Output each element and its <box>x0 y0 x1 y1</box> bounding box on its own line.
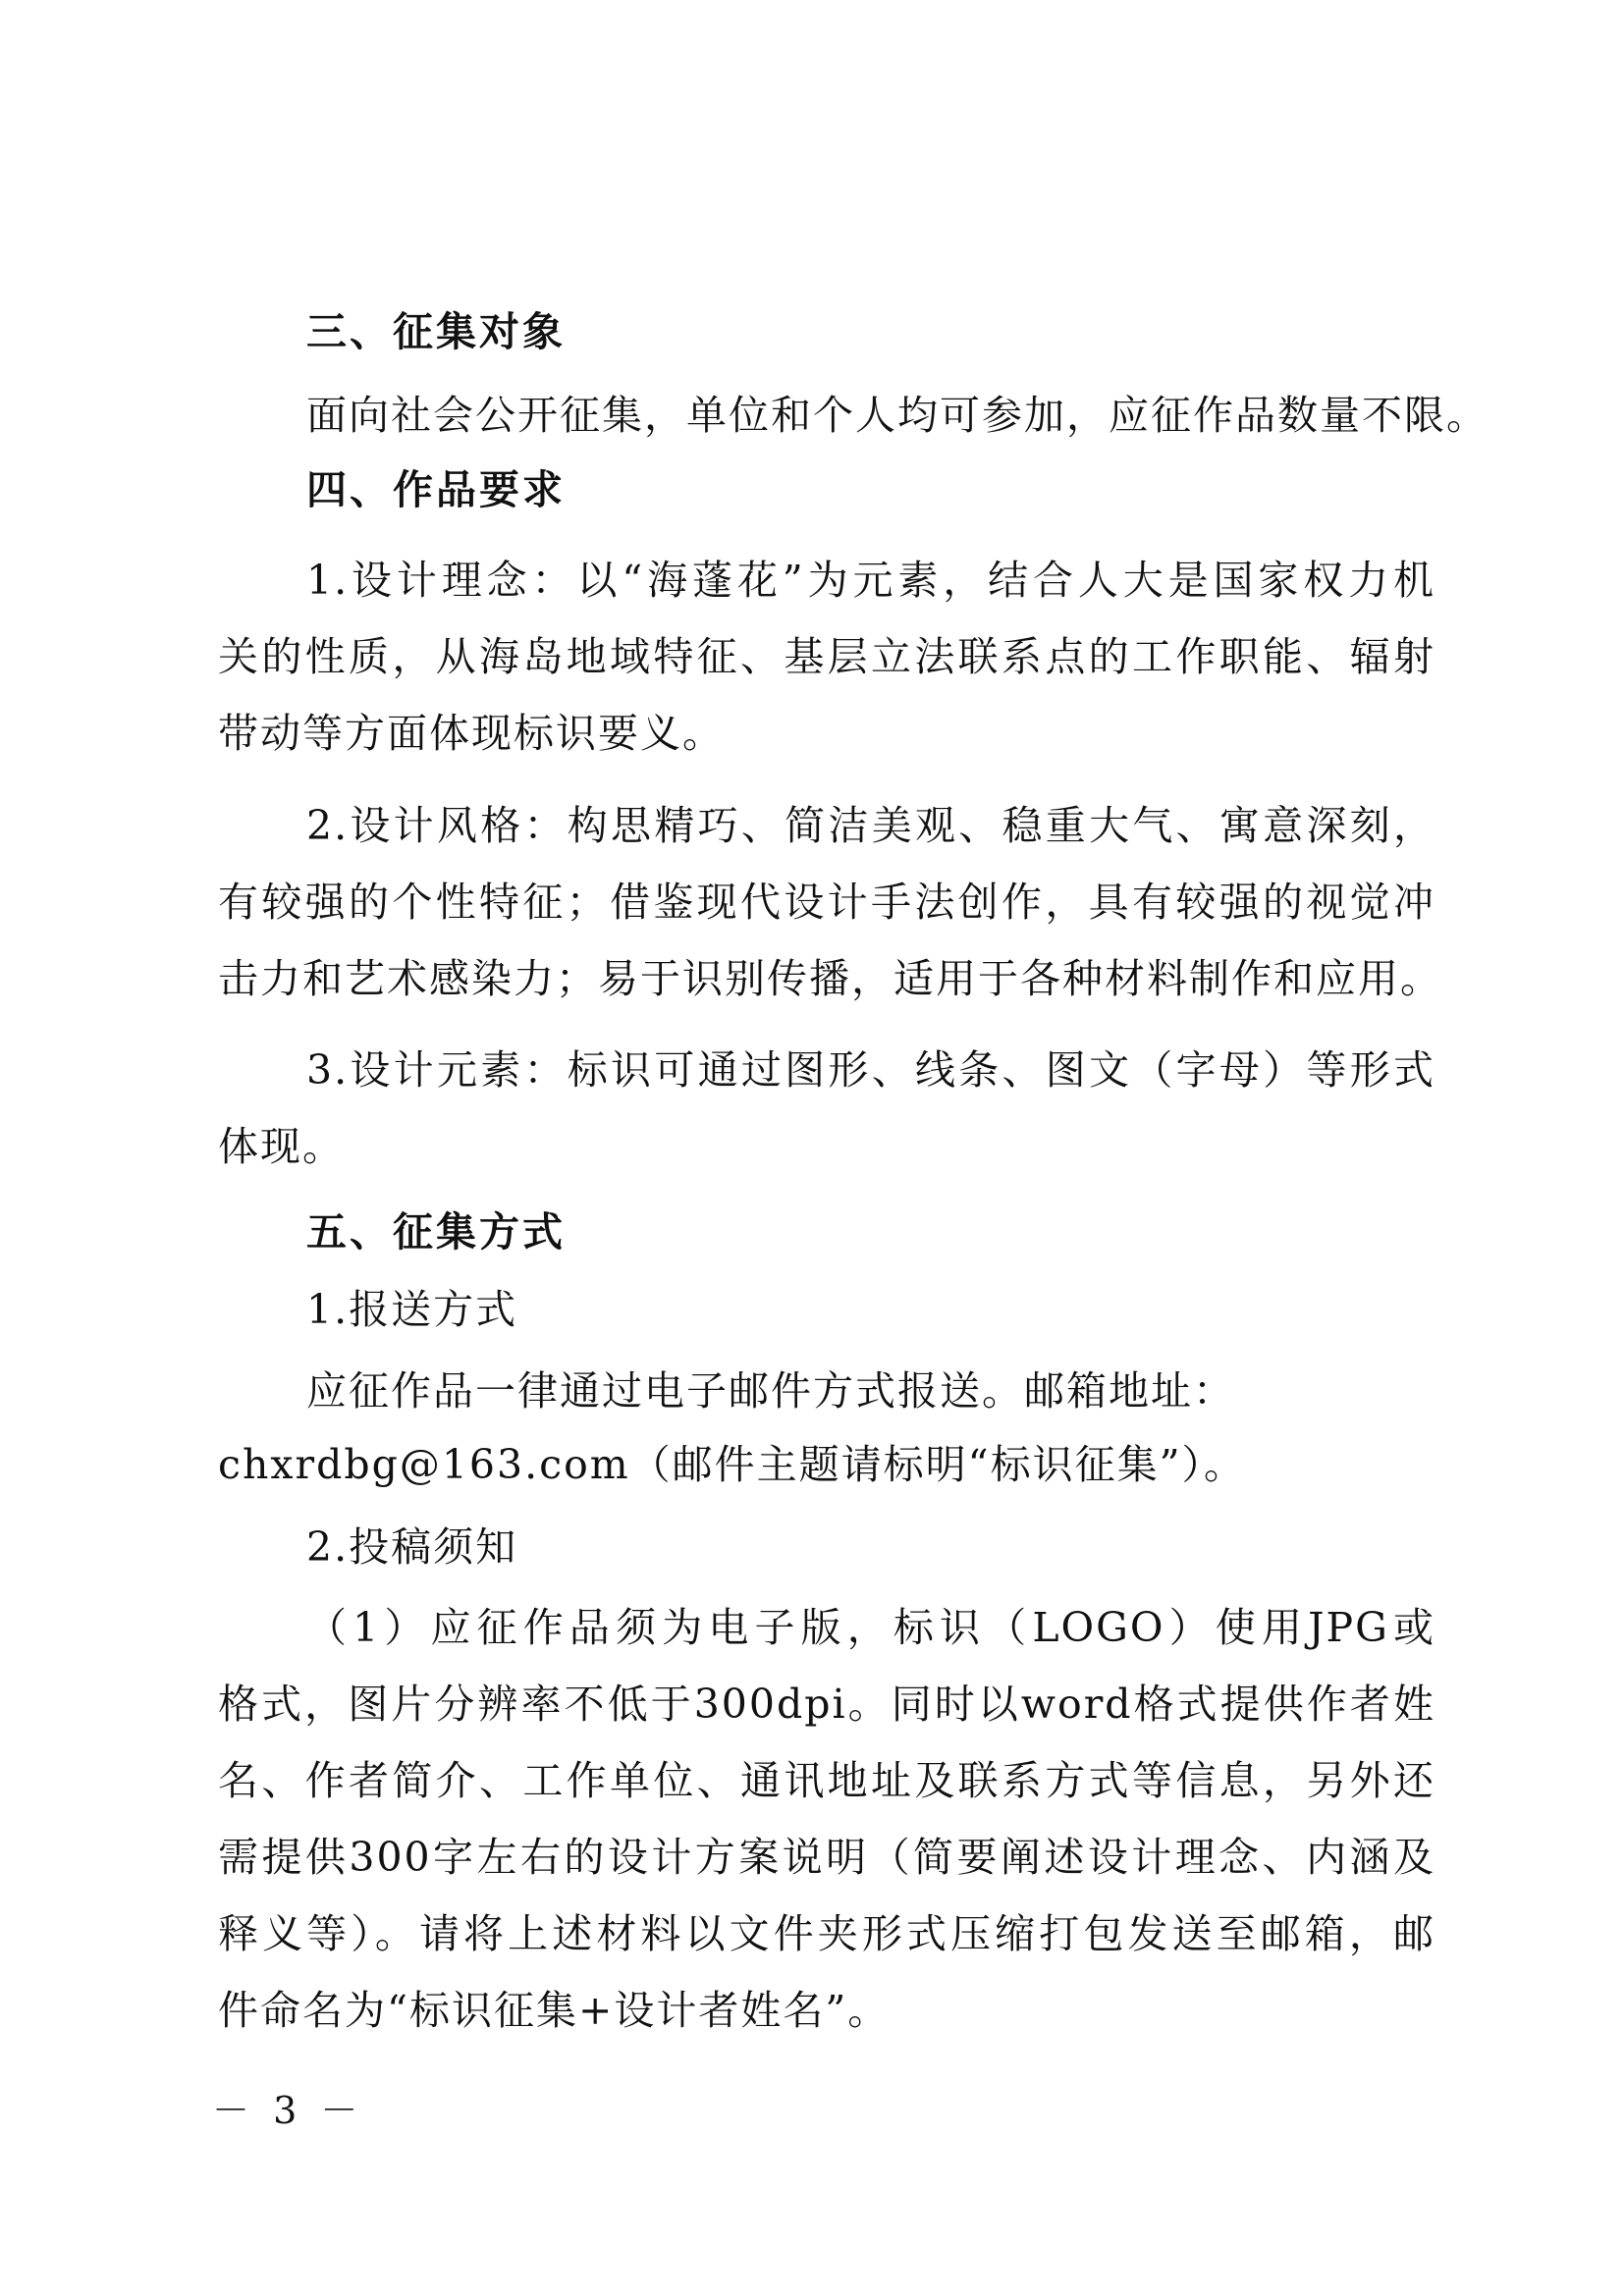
paragraph-line: 1.设计理念：以“海蓬花”为元素，结合人大是国家权力机 <box>306 557 1435 604</box>
section-heading-5: 五、征集方式 <box>306 1208 566 1255</box>
subsection-title: 1.报送方式 <box>306 1286 518 1333</box>
section-heading-3: 三、征集对象 <box>306 308 566 355</box>
paragraph-line: 需提供300字左右的设计方案说明（简要阐述设计理念、内涵及 <box>218 1834 1435 1881</box>
paragraph-line: 名、作者简介、工作单位、通讯地址及联系方式等信息，另外还 <box>218 1757 1435 1804</box>
paragraph-line: 击力和艺术感染力；易于识别传播，适用于各种材料制作和应用。 <box>218 955 1442 1002</box>
paragraph-line: 面向社会公开征集，单位和个人均可参加，应征作品数量不限。 <box>306 392 1489 439</box>
paragraph-line: 2.设计风格：构思精巧、简洁美观、稳重大气、寓意深刻， <box>306 802 1435 849</box>
paragraph-line: （1）应征作品须为电子版，标识（LOGO）使用JPG或 <box>306 1604 1435 1651</box>
email-address-line: chxrdbg@163.com（邮件主题请标明“标识征集”）。 <box>218 1441 1247 1488</box>
paragraph-line: 有较强的个性特征；借鉴现代设计手法创作，具有较强的视觉冲 <box>218 879 1435 926</box>
paragraph-line: 释义等）。请将上述材料以文件夹形式压缩打包发送至邮箱，邮 <box>218 1910 1435 1957</box>
paragraph-line: 带动等方面体现标识要义。 <box>218 710 725 757</box>
section-heading-4: 四、作品要求 <box>306 466 566 513</box>
paragraph-line: 体现。 <box>218 1123 345 1170</box>
subsection-title: 2.投稿须知 <box>306 1523 518 1571</box>
paragraph-line: 3.设计元素：标识可通过图形、线条、图文（字母）等形式 <box>306 1046 1435 1094</box>
paragraph-line: 格式，图片分辨率不低于300dpi。同时以word格式提供作者姓 <box>218 1681 1435 1728</box>
paragraph-line: 应征作品一律通过电子邮件方式报送。邮箱地址： <box>306 1367 1235 1415</box>
page-number: － 3 － <box>212 2089 364 2132</box>
paragraph-line: 件命名为“标识征集+设计者姓名”。 <box>218 1987 891 2034</box>
paragraph-line: 关的性质，从海岛地域特征、基层立法联系点的工作职能、辐射 <box>218 633 1435 680</box>
